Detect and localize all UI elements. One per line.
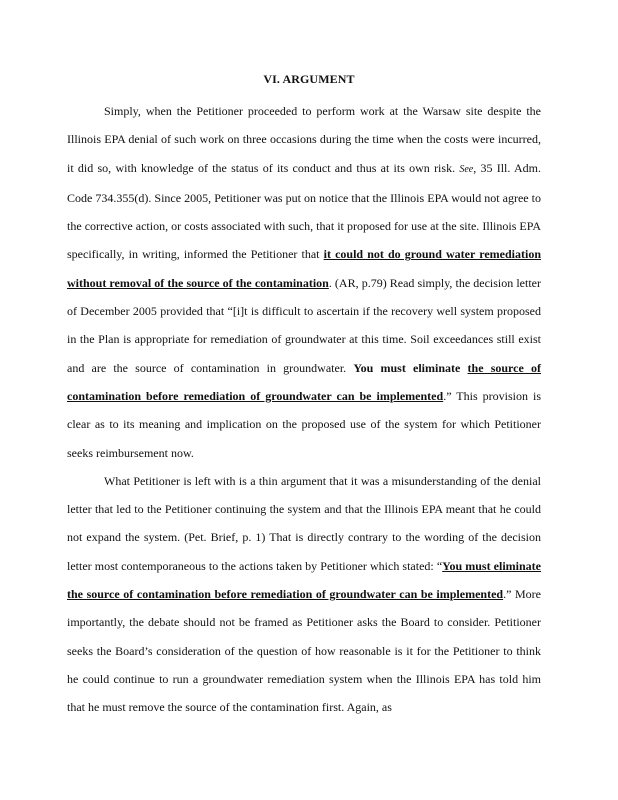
text-segment: Simply, when the Petitioner proceeded to perform work at the Warsaw site despite the Illinois EPA denial of such work on three occasions during the time when the costs were incurred, it did so, with knowledge of the status of its conduct and thus at its own risk.: [67, 104, 541, 175]
emphasized-quote: the source of contamination before remediation of groundwater can be implemented: [67, 360, 541, 403]
text-segment: .” This provision is clear as to its meaning and implication on the proposed use of the system for which Petitioner seeks reimbursement now.: [67, 388, 542, 460]
text-segment: .” More importantly, the debate should not be framed as Petitioner asks the Board to consider. Petitioner seeks the Board’s consideration of the question of how reasonable is it for the Petitioner to think he could continue to run a groundwater remediation system when the Illinois EPA has told him that he must remove the source of the contamination first. Again, as: [67, 587, 542, 715]
text-segment: What Petitioner is left with is a thin argument that it was a misunderstanding of the denial letter that led to the Petitioner continuing the system and that the Illinois EPA meant that he could not expand the system. (Pet. Brief, p. 1) That is directly contrary to the wording of the decision letter most contemporaneous to the actions taken by Petitioner which stated: “: [67, 473, 541, 573]
bold-text: You must eliminate: [353, 360, 468, 375]
emphasized-quote: it could not do ground water remediation without removal of the source of the contamination: [67, 247, 541, 290]
paragraph-2: [67, 467, 541, 722]
argument-body: [67, 97, 541, 722]
paragraph-1: [67, 97, 541, 467]
citation-signal: See: [459, 163, 474, 175]
emphasized-quote: You must eliminate the source of contamination before remediation of groundwater can be implemented: [67, 558, 542, 602]
text-segment: , 35 Ill. Adm. Code 734.355(d). Since 2005, Petitioner was put on notice that the Illinois EPA would not agree to the corrective action, or costs associated with such, that it proposed for use at the site. Illinois EPA specifically, in writing, informed the Petitioner that: [67, 160, 541, 262]
text-segment: . (AR, p.79) Read simply, the decision letter of December 2005 provided that “[i]t is difficult to ascertain if the recovery well system proposed in the Plan is appropriate for remediation of groundwater at this time. Soil exceedances still exist and are the source of contamination in groundwater.: [67, 275, 541, 375]
section-heading: VI. ARGUMENT: [263, 72, 355, 86]
